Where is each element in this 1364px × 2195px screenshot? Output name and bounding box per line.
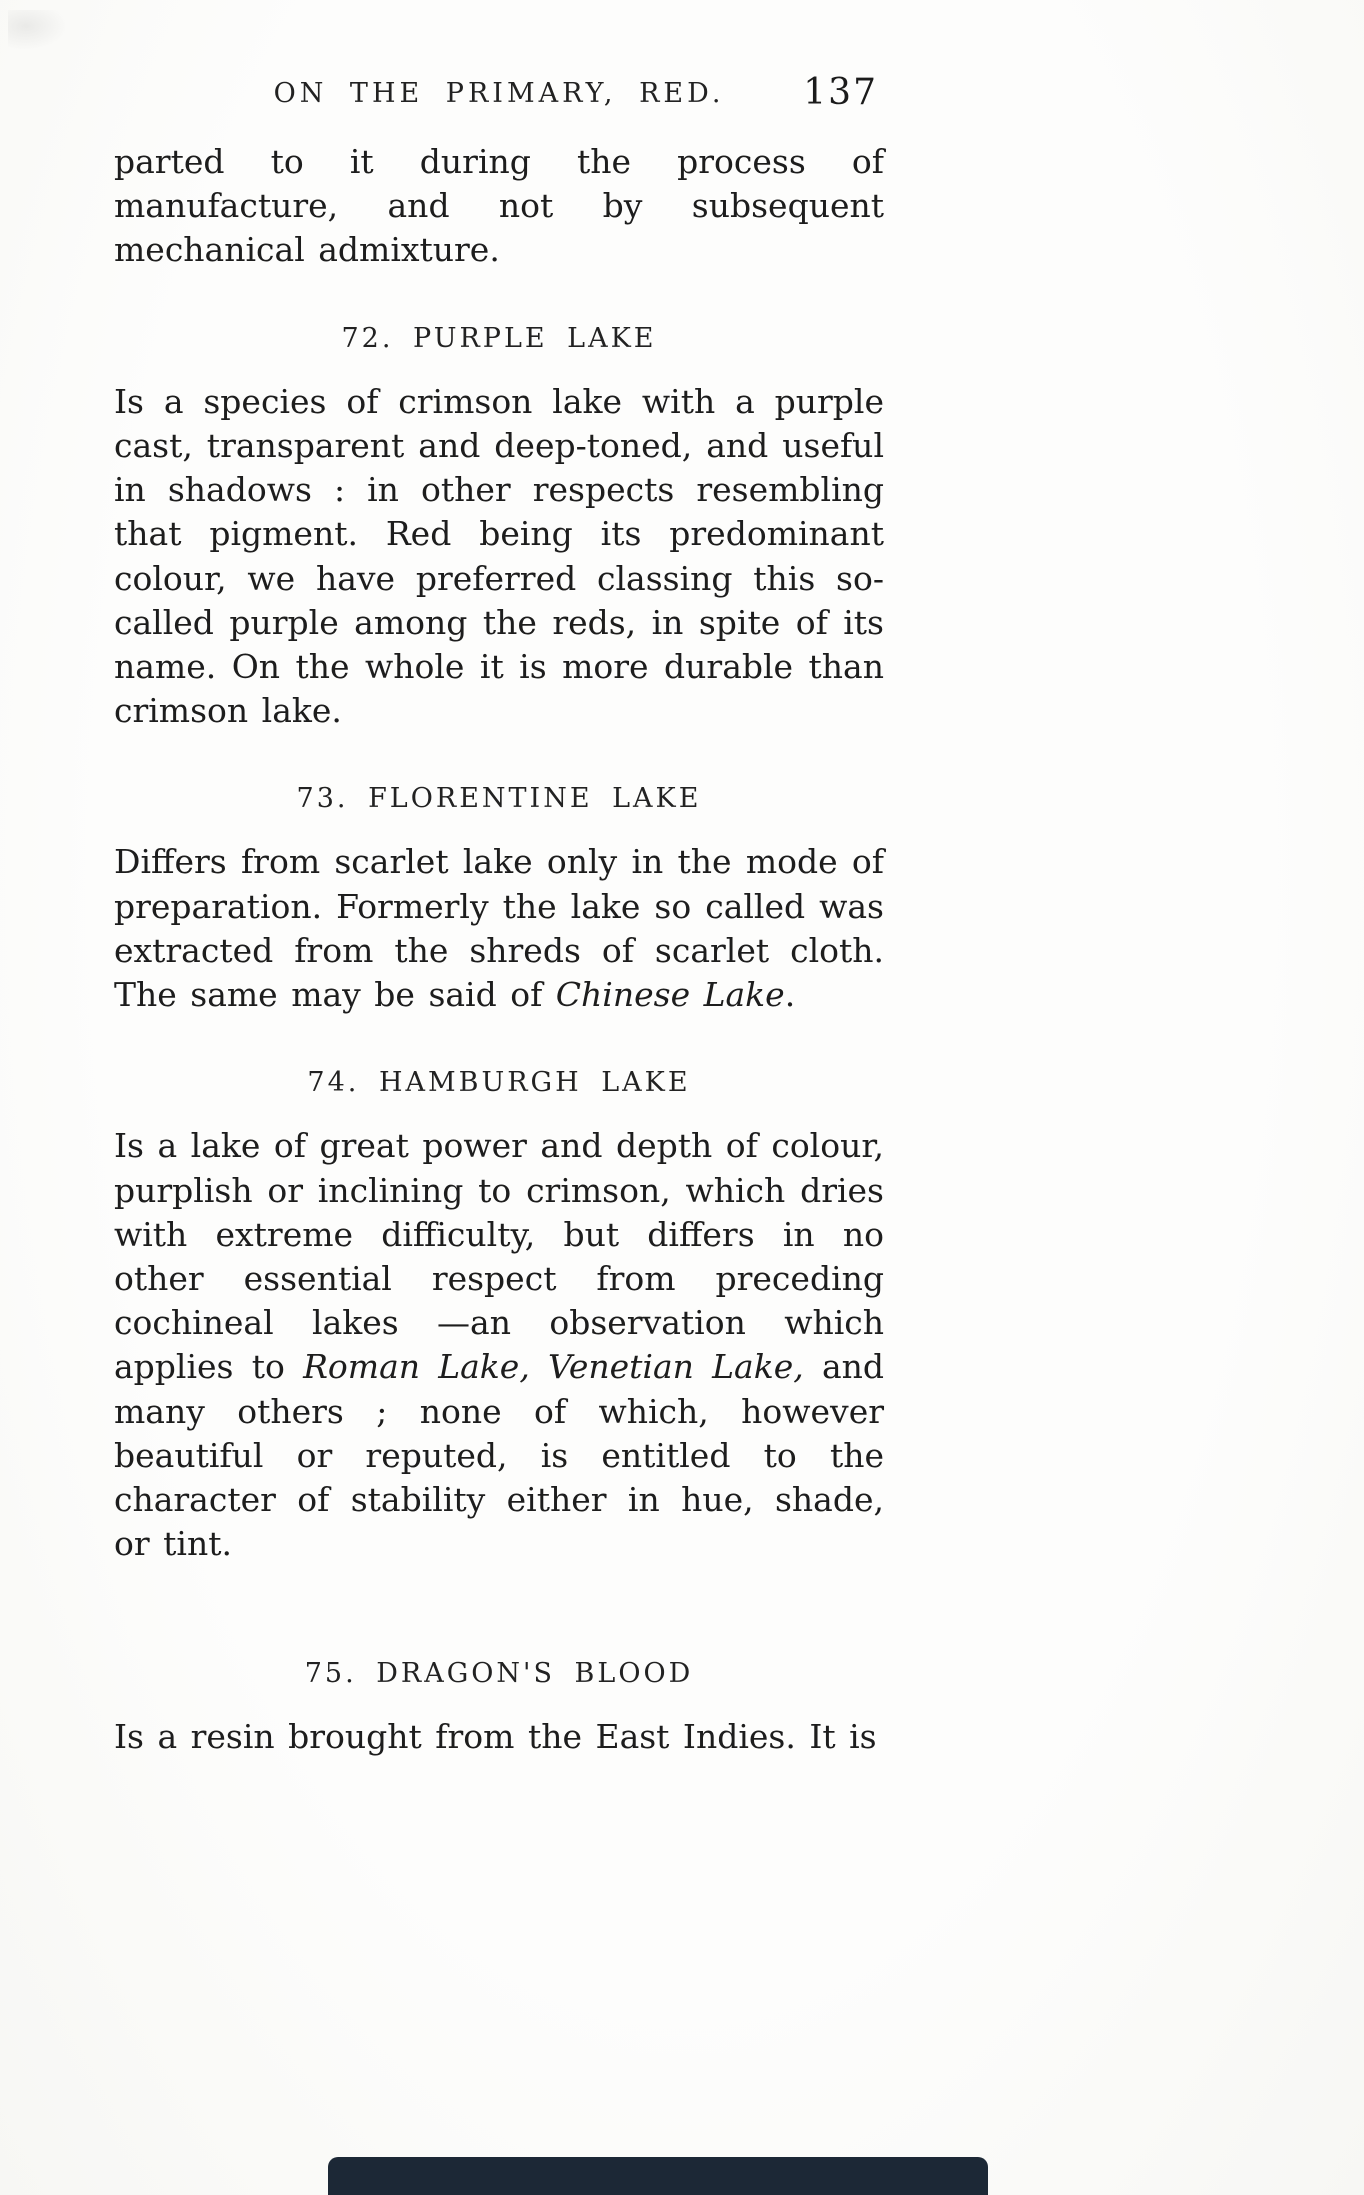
italic-term: Chinese Lake: [555, 975, 785, 1015]
page-number: 137: [803, 72, 878, 113]
section-heading-florentine-lake: 73. FLORENTINE LAKE: [296, 783, 702, 815]
section-heading-hamburgh-lake: 74. HAMBURGH LAKE: [307, 1067, 691, 1099]
body-text-segment: and many others ; none of which, however beautiful or reputed, is entitled to the character of stability either in hue, shade, or tint.: [114, 1347, 885, 1564]
section-body-dragons-blood: [114, 1715, 884, 1759]
scan-artifact-bar: [328, 2157, 988, 2195]
body-text-segment: parted to it during the process of manufacture, and not by subsequent mechanical admixture.: [114, 142, 884, 270]
page-header: [114, 72, 884, 116]
body-text-segment: Differs from scarlet lake only in the mode of preparation. Formerly the lake so called was extracted from the shreds of scarlet cloth. The same may be said of: [114, 842, 884, 1015]
section-body-purple-lake: [114, 380, 884, 734]
italic-term: Roman Lake,: [303, 1347, 530, 1387]
text-column: [114, 72, 884, 1760]
section-heading-purple-lake: 72. PURPLE LAKE: [341, 322, 657, 354]
body-text-segment: Is a species of crimson lake with a purple cast, transparent and deep-toned, and useful in shadows : in other respects resembling that pigment. Red being its predominant colour, we have preferred classing this so-called purple among the reds, in spite of its name. On the whole it is more durable than crimson lake.: [114, 381, 884, 731]
body-text-segment: .: [784, 975, 796, 1015]
section-body-florentine-lake: [114, 840, 884, 1017]
section-body-hamburgh-lake: [114, 1124, 884, 1566]
body-text-segment: Is a lake of great power and depth of colour, purplish or inclining to crimson, which dries with extreme difficulty, but differs in no other essential respect from preceding cochineal lakes —an observation which applies to: [114, 1126, 884, 1387]
body-text-segment: [530, 1347, 548, 1386]
section-heading-dragons-blood: 75. DRAGON'S BLOOD: [304, 1658, 694, 1690]
scan-smudge: [8, 10, 68, 50]
running-title: ON THE PRIMARY, RED.: [273, 78, 725, 109]
body-text-segment: Is a resin brought from the East Indies. It is: [114, 1717, 877, 1757]
paragraph-continuation: [114, 140, 884, 273]
italic-term: Venetian Lake,: [548, 1347, 804, 1387]
